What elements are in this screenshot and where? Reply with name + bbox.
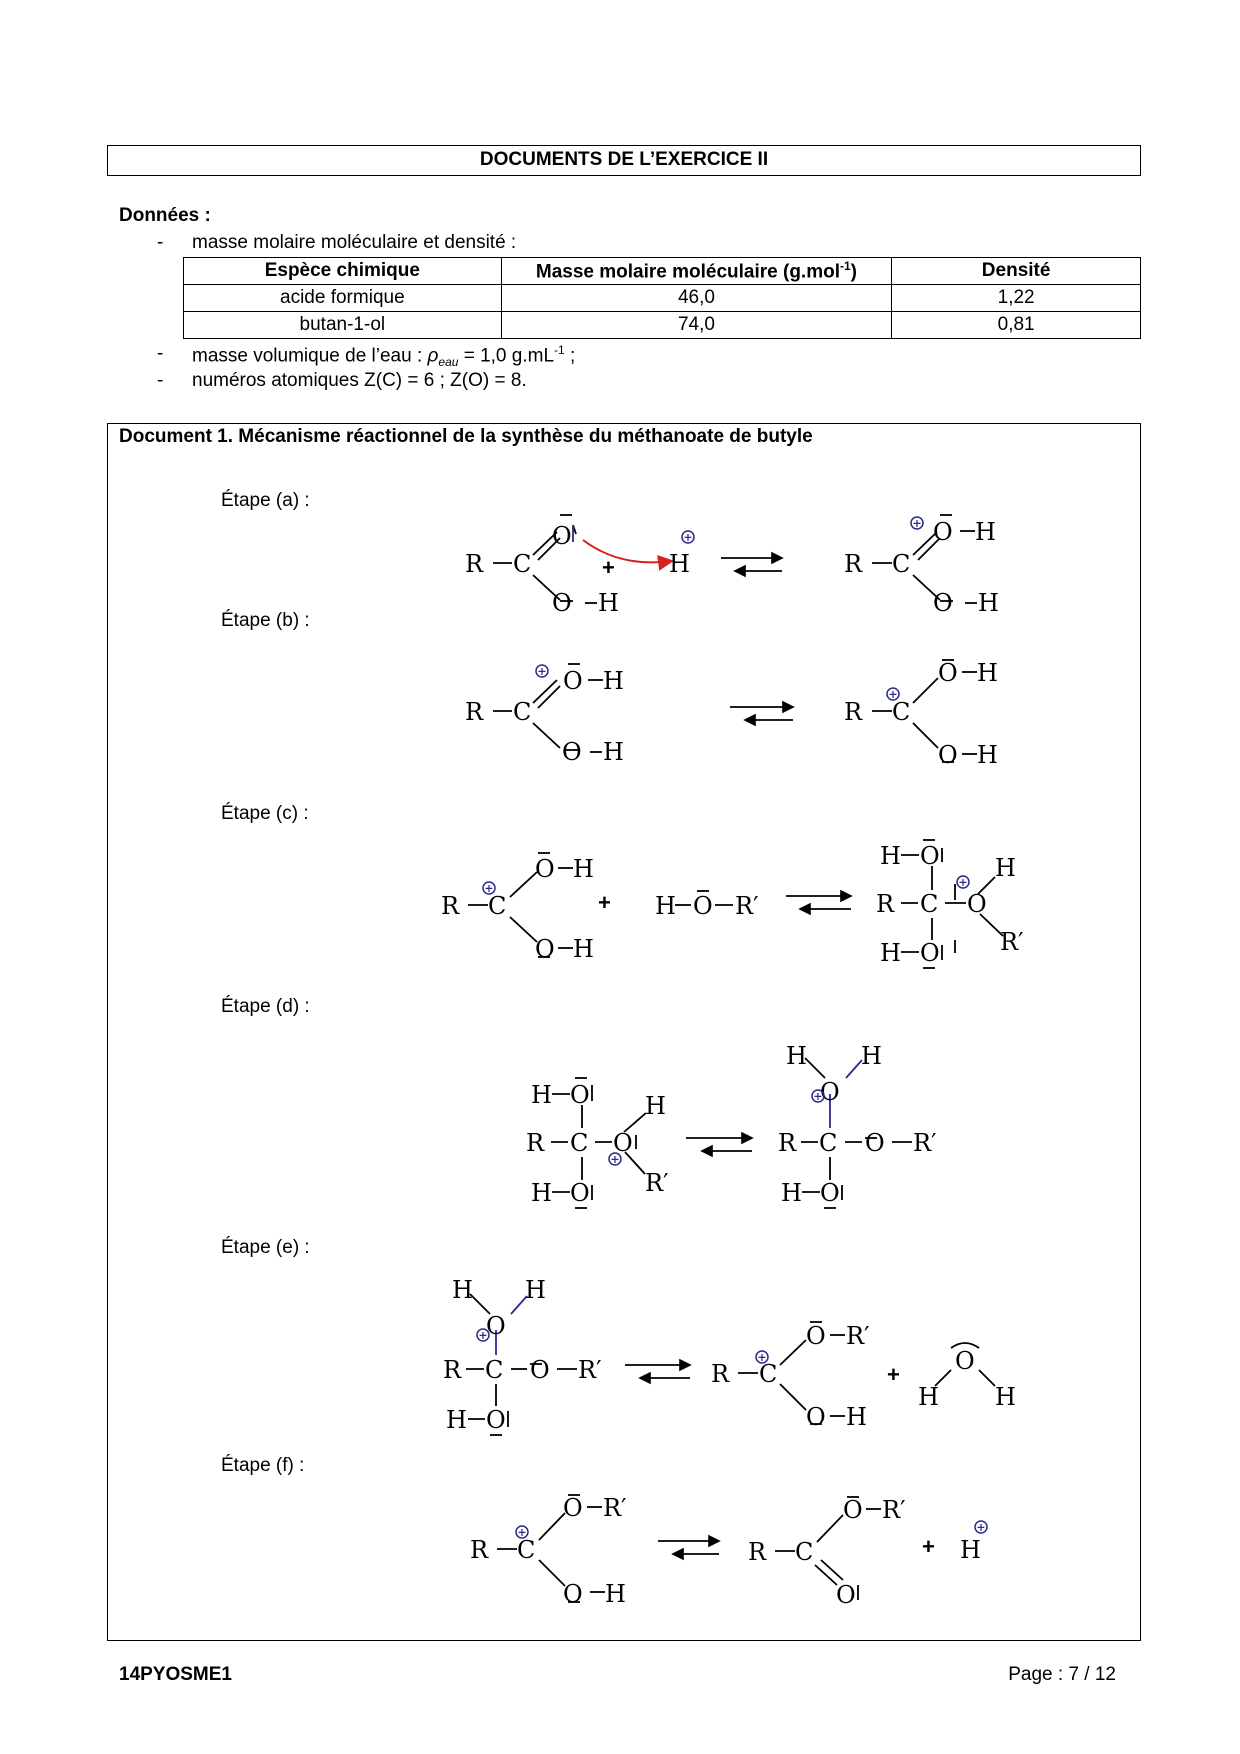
svg-text:H: H: [531, 1179, 552, 1207]
svg-text:H: H: [603, 667, 624, 695]
svg-text:H: H: [975, 518, 996, 546]
svg-text:+: +: [484, 882, 494, 895]
svg-text:H: H: [977, 659, 998, 687]
svg-text:+: +: [602, 555, 615, 580]
svg-text:H: H: [446, 1406, 467, 1434]
svg-text:O: O: [938, 741, 958, 769]
svg-text:H: H: [977, 741, 998, 769]
svg-text:C: C: [513, 550, 532, 578]
svg-text:H: H: [918, 1383, 939, 1411]
svg-text:O: O: [552, 589, 572, 617]
svg-text:C: C: [795, 1538, 814, 1566]
svg-text:C: C: [488, 892, 507, 920]
svg-text:O: O: [820, 1078, 840, 1106]
svg-text:O: O: [530, 1356, 550, 1384]
svg-text:O: O: [486, 1406, 506, 1434]
svg-text:+: +: [683, 531, 693, 544]
svg-text:O: O: [563, 667, 583, 695]
svg-text:H: H: [861, 1042, 882, 1070]
charge-icons: [477, 517, 987, 1538]
svg-text:H: H: [978, 589, 999, 617]
svg-text:H: H: [452, 1276, 473, 1304]
col-densite: Densité: [892, 258, 1141, 285]
svg-text:C: C: [892, 698, 911, 726]
svg-text:H: H: [645, 1092, 666, 1120]
svg-text:H: H: [880, 939, 901, 967]
bullet-dash: -: [157, 232, 164, 253]
svg-text:C: C: [819, 1129, 838, 1157]
step-b-label: Étape (b) :: [221, 610, 310, 631]
svg-text:O: O: [693, 892, 713, 920]
svg-text:O: O: [563, 1580, 583, 1608]
svg-text:R: R: [526, 1129, 545, 1157]
svg-text:C: C: [920, 890, 939, 918]
step-c-label: Étape (c) :: [221, 803, 309, 824]
svg-text:O: O: [806, 1322, 826, 1350]
svg-text:O: O: [938, 659, 958, 687]
svg-text:H: H: [995, 854, 1016, 882]
svg-text:O: O: [806, 1403, 826, 1431]
svg-text:H: H: [531, 1081, 552, 1109]
svg-text:H: H: [573, 935, 594, 963]
svg-text:C: C: [759, 1360, 778, 1388]
svg-text:C: C: [513, 698, 532, 726]
svg-text:+: +: [976, 1521, 986, 1534]
svg-text:O: O: [820, 1179, 840, 1207]
svg-text:H: H: [603, 738, 624, 766]
svg-text:C: C: [485, 1356, 504, 1384]
svg-text:R: R: [844, 698, 863, 726]
svg-text:H: H: [995, 1383, 1016, 1411]
step-a-label: Étape (a) :: [221, 490, 310, 511]
svg-text:R: R: [876, 890, 895, 918]
svg-text:R: R: [441, 892, 460, 920]
col-masse: Masse molaire moléculaire (g.mol$^{-1}$): [501, 258, 892, 285]
section-title: DOCUMENTS DE L’EXERCICE II: [107, 145, 1141, 176]
svg-text:O: O: [535, 935, 555, 963]
svg-text:R′: R′: [603, 1494, 627, 1522]
svg-text:O: O: [920, 842, 940, 870]
svg-text:R: R: [443, 1356, 462, 1384]
svg-text:O: O: [562, 738, 582, 766]
svg-text:H: H: [655, 892, 676, 920]
svg-text:O: O: [570, 1081, 590, 1109]
svg-text:O: O: [836, 1581, 856, 1609]
svg-text:O: O: [613, 1129, 633, 1157]
svg-text:O: O: [563, 1494, 583, 1522]
donnees-heading: Données :: [119, 205, 211, 226]
step-e-label: Étape (e) :: [221, 1237, 310, 1258]
exam-code: 14PYOSME1: [119, 1664, 232, 1685]
table-row: acide formique 46,0 1,22: [184, 285, 1141, 312]
svg-text:+: +: [610, 1153, 620, 1166]
svg-text:R′: R′: [735, 892, 759, 920]
svg-text:O: O: [865, 1129, 885, 1157]
svg-text:C: C: [892, 550, 911, 578]
svg-text:R′: R′: [913, 1129, 937, 1157]
svg-text:C: C: [517, 1536, 536, 1564]
svg-text:O: O: [570, 1179, 590, 1207]
svg-text:O: O: [933, 518, 953, 546]
svg-text:R: R: [844, 550, 863, 578]
svg-text:H: H: [960, 1536, 981, 1564]
svg-text:H: H: [605, 1580, 626, 1608]
svg-text:R′: R′: [1000, 928, 1024, 956]
svg-text:+: +: [537, 665, 547, 678]
svg-text:O: O: [920, 939, 940, 967]
svg-text:H: H: [573, 855, 594, 883]
svg-text:R′: R′: [645, 1169, 669, 1197]
svg-text:H: H: [846, 1403, 867, 1431]
svg-text:+: +: [478, 1329, 488, 1342]
svg-text:+: +: [757, 1351, 767, 1364]
svg-text:O: O: [955, 1347, 975, 1375]
svg-text:R′: R′: [846, 1322, 870, 1350]
svg-text:+: +: [598, 890, 611, 915]
svg-text:+: +: [958, 876, 968, 889]
svg-text:+: +: [912, 517, 922, 530]
page-number: Page : 7 / 12: [1008, 1664, 1116, 1685]
svg-text:+: +: [813, 1090, 823, 1103]
svg-text:+: +: [517, 1526, 527, 1539]
document-1-title: Document 1. Mécanisme réactionnel de la synthèse du méthanoate de butyle: [119, 426, 813, 447]
svg-text:+: +: [887, 1362, 900, 1387]
svg-text:O: O: [486, 1312, 506, 1340]
svg-text:R′: R′: [578, 1356, 602, 1384]
svg-text:O: O: [933, 589, 953, 617]
svg-text:O: O: [535, 855, 555, 883]
svg-text:+: +: [888, 688, 898, 701]
col-espece: Espèce chimique: [184, 258, 502, 285]
svg-text:R: R: [465, 698, 484, 726]
svg-text:H: H: [781, 1179, 802, 1207]
svg-text:R: R: [711, 1360, 730, 1388]
svg-text:H: H: [525, 1276, 546, 1304]
svg-text:R: R: [748, 1538, 767, 1566]
svg-text:H: H: [880, 842, 901, 870]
svg-text:C: C: [570, 1129, 589, 1157]
svg-text:+: +: [922, 1534, 935, 1559]
step-d-label: Étape (d) :: [221, 996, 310, 1017]
svg-text:O: O: [843, 1496, 863, 1524]
svg-text:H: H: [598, 589, 619, 617]
svg-text:R: R: [470, 1536, 489, 1564]
svg-text:O: O: [967, 890, 987, 918]
svg-text:H: H: [669, 550, 690, 578]
table-row: butan-1-ol 74,0 0,81: [184, 312, 1141, 339]
svg-text:R: R: [465, 550, 484, 578]
step-f-label: Étape (f) :: [221, 1455, 305, 1476]
svg-text:R: R: [778, 1129, 797, 1157]
svg-text:R′: R′: [882, 1496, 906, 1524]
bullet-text: masse molaire moléculaire et densité :: [192, 232, 517, 253]
svg-text:O: O: [552, 522, 572, 550]
svg-text:H: H: [786, 1042, 807, 1070]
